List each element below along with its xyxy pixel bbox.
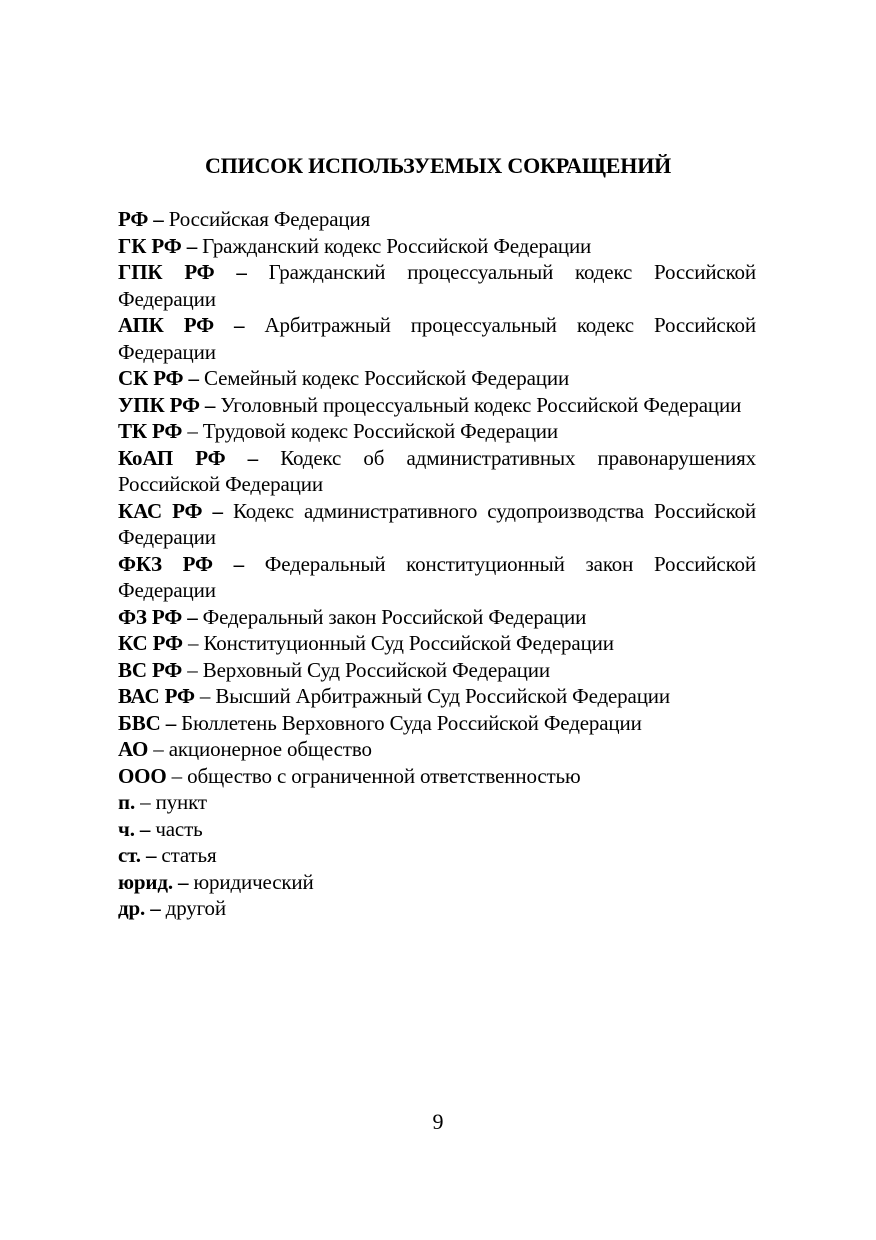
abbreviation-definition: Федеральный конституционный закон Российской Федерации xyxy=(118,551,757,602)
abbreviation-definition: Российская Федерация xyxy=(163,207,371,231)
abbreviation-term: СК РФ – xyxy=(118,366,199,390)
abbreviation-definition: юридический xyxy=(188,869,314,894)
abbreviation-term: АПК РФ – xyxy=(118,313,245,337)
abbreviation-term: АО xyxy=(118,737,149,761)
list-item xyxy=(118,736,756,763)
abbreviation-definition: статья xyxy=(156,843,217,867)
abbreviation-term: БВС – xyxy=(118,710,177,735)
abbreviation-definition: – пункт xyxy=(135,790,207,814)
abbreviation-definition: Кодекс административного судопроизводства Российской Федерации xyxy=(118,498,756,549)
page-title: СПИСОК ИСПОЛЬЗУЕМЫХ СОКРАЩЕНИЙ xyxy=(204,153,672,178)
list-item xyxy=(118,498,756,551)
abbreviation-term: ГПК РФ – xyxy=(118,260,247,284)
list-item xyxy=(118,816,756,843)
abbreviation-definition: другой xyxy=(160,896,226,920)
abbreviation-term: УПК РФ – xyxy=(118,392,216,417)
abbreviation-term: ч. – xyxy=(118,816,151,841)
abbreviation-definition: часть xyxy=(150,816,203,841)
abbreviation-definition: – общество с ограниченной ответственностью xyxy=(166,763,581,788)
page-number: 9 xyxy=(432,1109,444,1134)
abbreviation-term: юрид. – xyxy=(118,869,189,894)
abbreviation-term: ООО xyxy=(118,763,167,788)
list-item xyxy=(118,842,756,869)
list-item xyxy=(118,445,756,498)
abbreviation-definition: – акционерное общество xyxy=(148,737,372,761)
abbreviation-definition: Гражданский кодекс Российской Федерации xyxy=(197,233,592,258)
list-item xyxy=(118,604,756,631)
abbreviation-definition: Арбитражный процессуальный кодекс Российской Федерации xyxy=(118,313,756,364)
list-item xyxy=(118,206,756,233)
list-item xyxy=(118,233,756,260)
list-item xyxy=(118,763,756,790)
list-item xyxy=(118,683,756,710)
list-item xyxy=(118,259,756,312)
list-item xyxy=(118,657,756,684)
abbreviation-term: др. – xyxy=(118,896,161,920)
abbreviation-definition: – Верховный Суд Российской Федерации xyxy=(182,657,550,682)
list-item xyxy=(118,630,756,657)
abbreviation-term: ВАС РФ xyxy=(118,684,195,708)
abbreviation-term: п. xyxy=(118,790,136,814)
abbreviation-term: ФЗ РФ – xyxy=(118,604,198,629)
abbreviation-definition: Федеральный закон Российской Федерации xyxy=(197,604,587,629)
abbreviation-term: ТК РФ xyxy=(118,419,183,443)
list-item xyxy=(118,312,756,365)
abbreviation-list xyxy=(118,206,756,922)
abbreviation-definition: Гражданский процессуальный кодекс Российской Федерации xyxy=(118,260,756,311)
list-item xyxy=(118,789,756,816)
abbreviation-definition: Уголовный процессуальный кодекс Российской Федерации xyxy=(215,392,742,417)
abbreviation-definition: Кодекс об административных правонарушениях Российской Федерации xyxy=(118,445,756,496)
list-item xyxy=(118,895,756,922)
list-item xyxy=(118,418,756,445)
list-item xyxy=(118,551,756,604)
abbreviation-definition: – Конституционный Суд Российской Федерации xyxy=(182,631,614,655)
abbreviation-definition: Семейный кодекс Российской Федерации xyxy=(198,366,570,390)
abbreviation-term: ВС РФ xyxy=(118,657,183,682)
abbreviation-definition: – Высший Арбитражный Суд Российской Федерации xyxy=(194,684,670,708)
abbreviation-term: ФКЗ РФ – xyxy=(118,551,244,576)
abbreviation-definition: – Трудовой кодекс Российской Федерации xyxy=(182,419,558,443)
list-item xyxy=(118,392,756,419)
list-item xyxy=(118,365,756,392)
abbreviation-term: ГК РФ – xyxy=(118,233,198,258)
list-item xyxy=(118,869,756,896)
abbreviation-term: КАС РФ – xyxy=(118,498,223,523)
abbreviation-term: ст. – xyxy=(118,843,157,867)
abbreviation-term: КС РФ xyxy=(118,631,183,655)
abbreviation-term: КоАП РФ – xyxy=(118,445,259,470)
list-item xyxy=(118,710,756,737)
abbreviation-term: РФ – xyxy=(118,207,164,231)
abbreviation-definition: Бюллетень Верховного Суда Российской Федерации xyxy=(176,710,642,735)
